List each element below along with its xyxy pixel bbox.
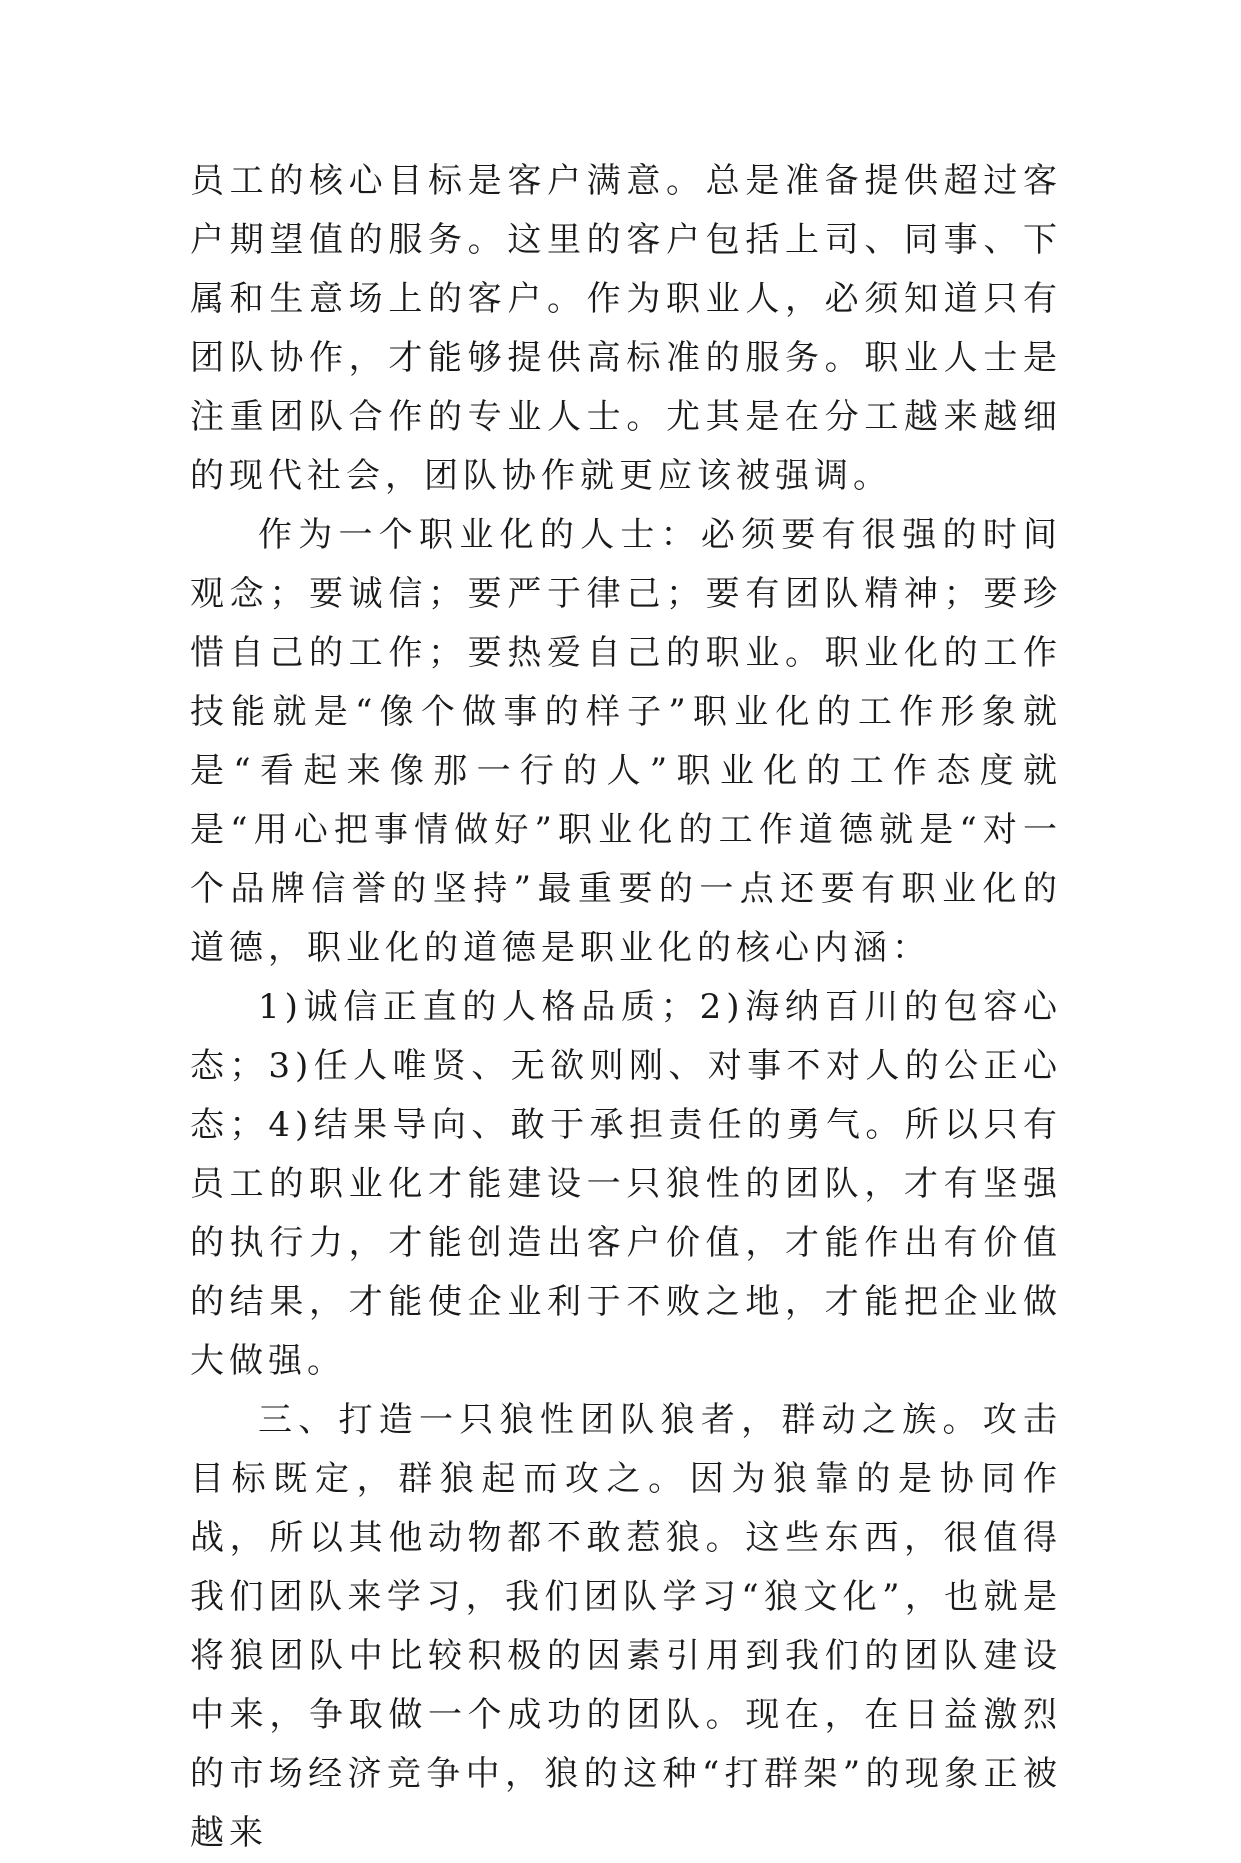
paragraph-1: 员工的核心目标是客户满意。总是准备提供超过客户期望值的服务。这里的客户包括上司、同事、下属和生意场上的客户。作为职业人，必须知道只有团队协作，才能够提供高标准的服务。职业人士是注重团队合作的专业人士。尤其是在分工越来越细的现代社会，团队协作就更应该被强调。: [190, 161, 1062, 496]
document-body: [190, 152, 1062, 1863]
paragraph-3: 1)诚信正直的人格品质；2)海纳百川的包容心态；3)任人唯贤、无欲则刚、对事不对人的公正心态；4)结果导向、敢于承担责任的勇气。所以只有员工的职业化才能建设一只狼性的团队，才有坚强的执行力，才能创造出客户价值，才能作出有价值的结果，才能使企业利于不败之地，才能把企业做大做强。: [190, 987, 1062, 1381]
paragraph-2: 作为一个职业化的人士：必须要有很强的时间观念；要诚信；要严于律己；要有团队精神；要珍惜自己的工作；要热爱自己的职业。职业化的工作技能就是“像个做事的样子”职业化的工作形象就是“看起来像那一行的人”职业化的工作态度就是“用心把事情做好”职业化的工作道德就是“对一个品牌信誉的坚持”最重要的一点还要有职业化的道德，职业化的道德是职业化的核心内涵：: [190, 515, 1062, 968]
paragraph-4: 三、打造一只狼性团队狼者，群动之族。攻击目标既定，群狼起而攻之。因为狼靠的是协同作战，所以其他动物都不敢惹狼。这些东西，很值得我们团队来学习，我们团队学习“狼文化”，也就是将狼团队中比较积极的因素引用到我们的团队建设中来，争取做一个成功的团队。现在，在日益激烈的市场经济竞争中，狼的这种“打群架”的现象正被越来: [190, 1400, 1062, 1853]
